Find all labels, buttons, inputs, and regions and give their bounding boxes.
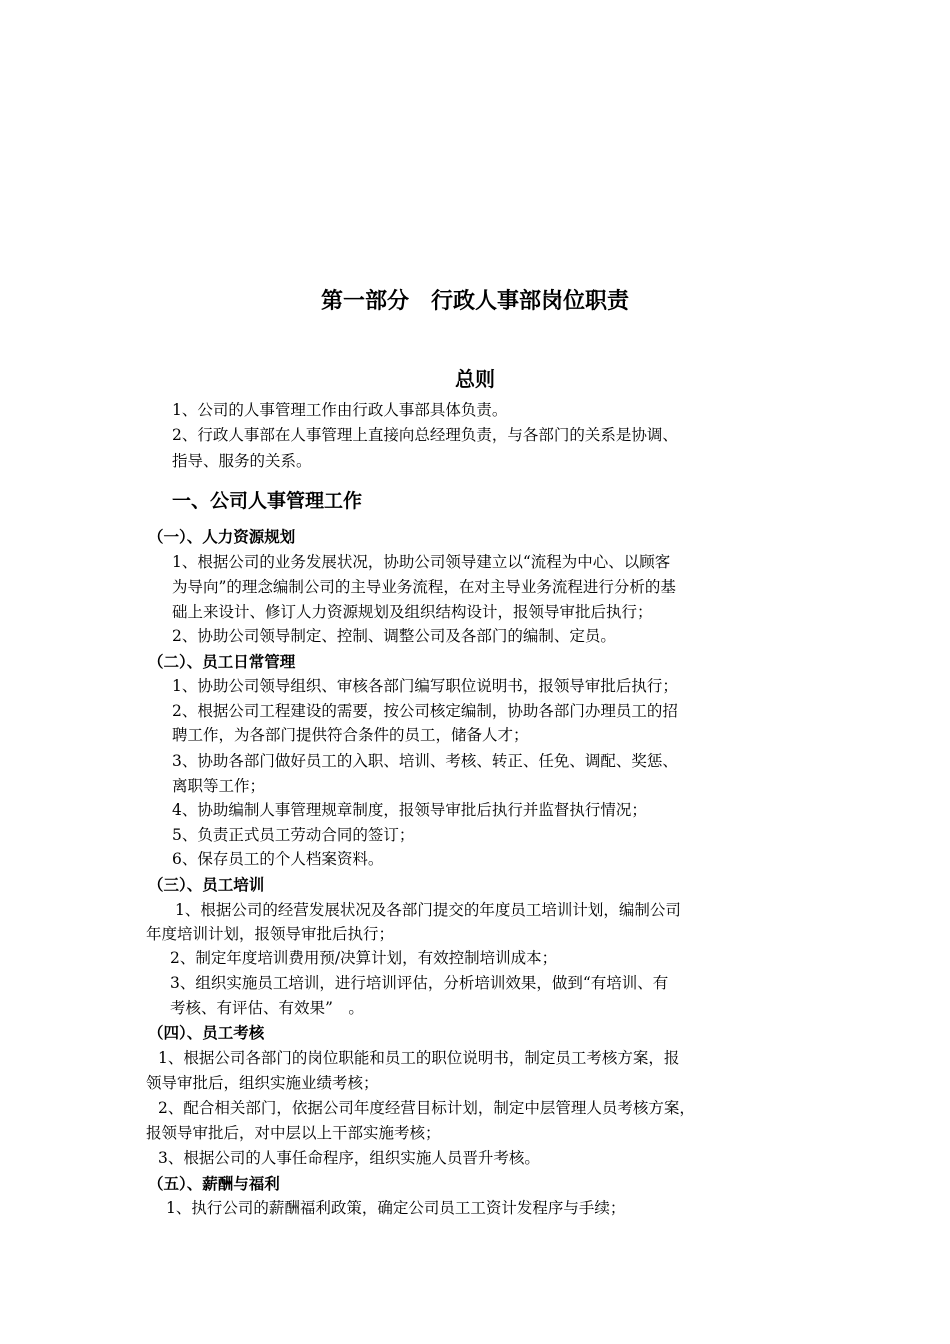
subsection-line: 为导向”的理念编制公司的主导业务流程，在对主导业务流程进行分析的基 [172,578,676,596]
subsection-line: 1、协助公司领导组织、审核各部门编写职位说明书，报领导审批后执行； [172,677,678,695]
subsection-line: 1、根据公司的经营发展状况及各部门提交的年度员工培训计划，编制公司 [175,901,681,919]
subsection-line: 2、制定年度培训费用预/决算计划，有效控制培训成本； [170,949,558,967]
subsection-line: 领导审批后，组织实施业绩考核； [146,1074,379,1092]
subsection-line: 年度培训计划，报领导审批后执行； [146,925,395,943]
subsection-line: 聘工作，为各部门提供符合条件的员工，储备人才； [172,726,529,744]
subsection-line: 础上来设计、修订人力资源规划及组织结构设计，报领导审批后执行； [172,603,653,621]
general-line: 指导、服务的关系。 [172,452,312,470]
subsection-line: 1、执行公司的薪酬福利政策，确定公司员工工资计发程序与手续； [166,1199,626,1217]
section-heading: 一、公司人事管理工作 [172,490,363,512]
subsection-line: 3、根据公司的人事任命程序，组织实施人员晋升考核。 [158,1149,540,1167]
subsection-line: 3、协助各部门做好员工的入职、培训、考核、转正、任免、调配、奖惩、 [172,752,678,770]
subsection-line: 3、组织实施员工培训，进行培训评估，分析培训效果，做到“有培训、有 [170,974,669,992]
subsection-line: 1、根据公司的业务发展状况，协助公司领导建立以“流程为中心、以顾客 [172,553,671,571]
subsection-title: （五）、薪酬与福利 [148,1175,280,1193]
subsection-line: 2、根据公司工程建设的需要，按公司核定编制，协助各部门办理员工的招 [172,702,678,720]
subsection-line: 6、保存员工的个人档案资料。 [172,850,384,868]
subsection-title: （四）、员工考核 [148,1024,265,1042]
subsection-title: （二）、员工日常管理 [148,653,296,671]
subsection-title: （一）、人力资源规划 [148,528,296,546]
subsection-line: 4、协助编制人事管理规章制度，报领导审批后执行并监督执行情况； [172,801,647,819]
subsection-line: 2、配合相关部门，依据公司年度经营目标计划，制定中层管理人员考核方案， [158,1099,695,1117]
general-line: 2、行政人事部在人事管理上直接向总经理负责，与各部门的关系是协调、 [172,426,678,444]
subsection-line: 1、根据公司各部门的岗位职能和员工的职位说明书，制定员工考核方案，报 [158,1049,680,1067]
subsection-line: 2、协助公司领导制定、控制、调整公司及各部门的编制、定员。 [172,627,616,645]
subsection-line: 考核、有评估、有效果” 。 [170,999,364,1017]
subsection-line: 报领导审批后，对中层以上干部实施考核； [146,1124,441,1142]
subsection-line: 5、负责正式员工劳动合同的签订； [172,826,415,844]
subsection-line: 离职等工作； [172,777,266,795]
general-title: 总则 [455,367,495,391]
general-line: 1、公司的人事管理工作由行政人事部具体负责。 [172,401,508,419]
part-title: 第一部分 行政人事部岗位职责 [320,289,629,314]
subsection-title: （三）、员工培训 [148,876,265,894]
